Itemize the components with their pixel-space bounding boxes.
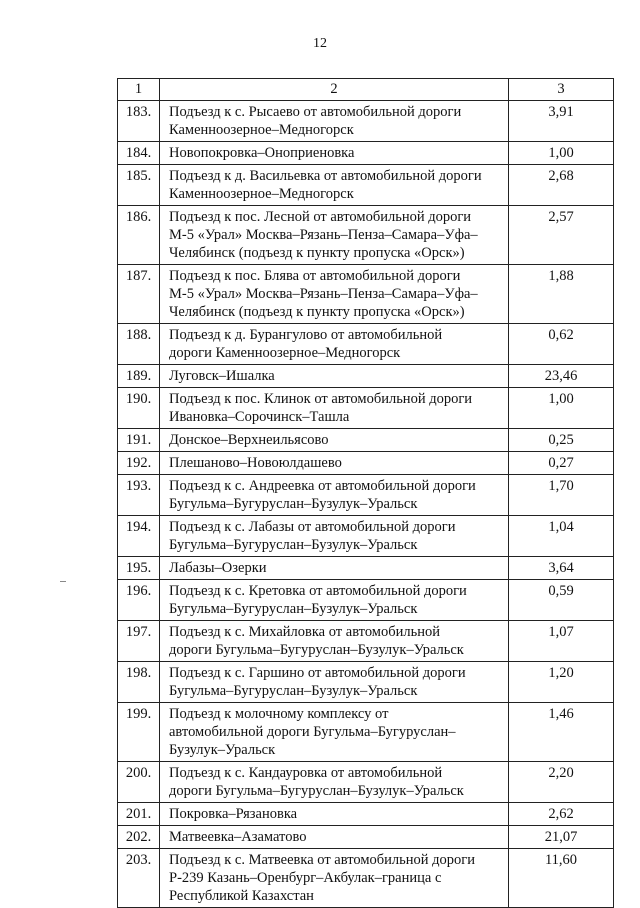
- road-length: 1,04: [509, 516, 614, 557]
- road-name: Луговск–Ишалка: [160, 365, 509, 388]
- row-number: 195.: [118, 557, 160, 580]
- road-length: 0,59: [509, 580, 614, 621]
- row-number: 188.: [118, 324, 160, 365]
- row-number: 192.: [118, 452, 160, 475]
- table-body: [118, 101, 614, 908]
- road-name: Подъезд к с. Михайловка от автомобильной дороги Бугульма–Бугуруслан–Бузулук–Уральск: [160, 621, 509, 662]
- row-number: 199.: [118, 703, 160, 762]
- page-number: 12: [313, 36, 327, 51]
- road-length: 1,88: [509, 265, 614, 324]
- road-name: Плешаново–Новоюлдашево: [160, 452, 509, 475]
- roads-table: [117, 78, 614, 908]
- table-row: [118, 101, 614, 142]
- row-number: 185.: [118, 165, 160, 206]
- row-number: 191.: [118, 429, 160, 452]
- road-name: Матвеевка–Азаматово: [160, 826, 509, 849]
- table-row: [118, 580, 614, 621]
- road-name: Подъезд к д. Бурангулово от автомобильной дороги Каменноозерное–Медногорск: [160, 324, 509, 365]
- road-length: 1,70: [509, 475, 614, 516]
- road-length: 3,64: [509, 557, 614, 580]
- row-number: 186.: [118, 206, 160, 265]
- road-name: Подъезд к пос. Лесной от автомобильной дороги М-5 «Урал» Москва–Рязань–Пенза–Самара–Уфа– Челябинск (подъезд к пункту пропуска «Орск»): [160, 206, 509, 265]
- road-length: 1,07: [509, 621, 614, 662]
- road-length: 2,68: [509, 165, 614, 206]
- road-length: 0,62: [509, 324, 614, 365]
- row-number: 200.: [118, 762, 160, 803]
- road-length: 1,46: [509, 703, 614, 762]
- column-header-number: 1: [118, 79, 160, 101]
- road-length: 3,91: [509, 101, 614, 142]
- table-row: [118, 662, 614, 703]
- column-header-name: 2: [160, 79, 509, 101]
- column-header-length: 3: [509, 79, 614, 101]
- table-row: [118, 265, 614, 324]
- road-name: Лабазы–Озерки: [160, 557, 509, 580]
- row-number: 189.: [118, 365, 160, 388]
- road-name: Подъезд к с. Кандауровка от автомобильной дороги Бугульма–Бугуруслан–Бузулук–Уральск: [160, 762, 509, 803]
- road-name: Покровка–Рязановка: [160, 803, 509, 826]
- road-name: Подъезд к с. Андреевка от автомобильной дороги Бугульма–Бугуруслан–Бузулук–Уральск: [160, 475, 509, 516]
- row-number: 202.: [118, 826, 160, 849]
- road-length: 1,20: [509, 662, 614, 703]
- table-row: [118, 803, 614, 826]
- row-number: 196.: [118, 580, 160, 621]
- row-number: 203.: [118, 849, 160, 908]
- margin-mark: [60, 581, 66, 582]
- row-number: 197.: [118, 621, 160, 662]
- row-number: 201.: [118, 803, 160, 826]
- road-name: Новопокровка–Оноприеновка: [160, 142, 509, 165]
- row-number: 194.: [118, 516, 160, 557]
- table-row: [118, 703, 614, 762]
- table-row: [118, 826, 614, 849]
- road-length: 0,27: [509, 452, 614, 475]
- road-length: 0,25: [509, 429, 614, 452]
- table-row: [118, 206, 614, 265]
- road-length: 2,62: [509, 803, 614, 826]
- road-length: 23,46: [509, 365, 614, 388]
- road-name: Подъезд к с. Кретовка от автомобильной дороги Бугульма–Бугуруслан–Бузулук–Уральск: [160, 580, 509, 621]
- row-number: 198.: [118, 662, 160, 703]
- row-number: 184.: [118, 142, 160, 165]
- table-row: [118, 429, 614, 452]
- road-name: Подъезд к пос. Клинок от автомобильной дороги Ивановка–Сорочинск–Ташла: [160, 388, 509, 429]
- table-row: [118, 388, 614, 429]
- table-row: [118, 762, 614, 803]
- road-name: Донское–Верхнеильясово: [160, 429, 509, 452]
- road-length: 1,00: [509, 388, 614, 429]
- row-number: 183.: [118, 101, 160, 142]
- table-row: [118, 849, 614, 908]
- row-number: 193.: [118, 475, 160, 516]
- road-length: 21,07: [509, 826, 614, 849]
- road-name: Подъезд к с. Матвеевка от автомобильной дороги Р-239 Казань–Оренбург–Акбулак–граница с Республикой Казахстан: [160, 849, 509, 908]
- road-name: Подъезд к молочному комплексу от автомобильной дороги Бугульма–Бугуруслан– Бузулук–Уральск: [160, 703, 509, 762]
- table-row: [118, 142, 614, 165]
- row-number: 190.: [118, 388, 160, 429]
- table-row: [118, 557, 614, 580]
- road-name: Подъезд к с. Гаршино от автомобильной дороги Бугульма–Бугуруслан–Бузулук–Уральск: [160, 662, 509, 703]
- road-name: Подъезд к пос. Блява от автомобильной дороги М-5 «Урал» Москва–Рязань–Пенза–Самара–Уфа– Челябинск (подъезд к пункту пропуска «Орск»): [160, 265, 509, 324]
- road-length: 2,57: [509, 206, 614, 265]
- road-length: 2,20: [509, 762, 614, 803]
- road-name: Подъезд к с. Лабазы от автомобильной дороги Бугульма–Бугуруслан–Бузулук–Уральск: [160, 516, 509, 557]
- table-row: [118, 165, 614, 206]
- road-length: 11,60: [509, 849, 614, 908]
- road-name: Подъезд к д. Васильевка от автомобильной дороги Каменноозерное–Медногорск: [160, 165, 509, 206]
- road-name: Подъезд к с. Рысаево от автомобильной дороги Каменноозерное–Медногорск: [160, 101, 509, 142]
- table-row: [118, 621, 614, 662]
- table-row: [118, 516, 614, 557]
- table-row: [118, 452, 614, 475]
- table-header-row: [118, 79, 614, 101]
- road-length: 1,00: [509, 142, 614, 165]
- table-row: [118, 324, 614, 365]
- row-number: 187.: [118, 265, 160, 324]
- table-row: [118, 365, 614, 388]
- table-row: [118, 475, 614, 516]
